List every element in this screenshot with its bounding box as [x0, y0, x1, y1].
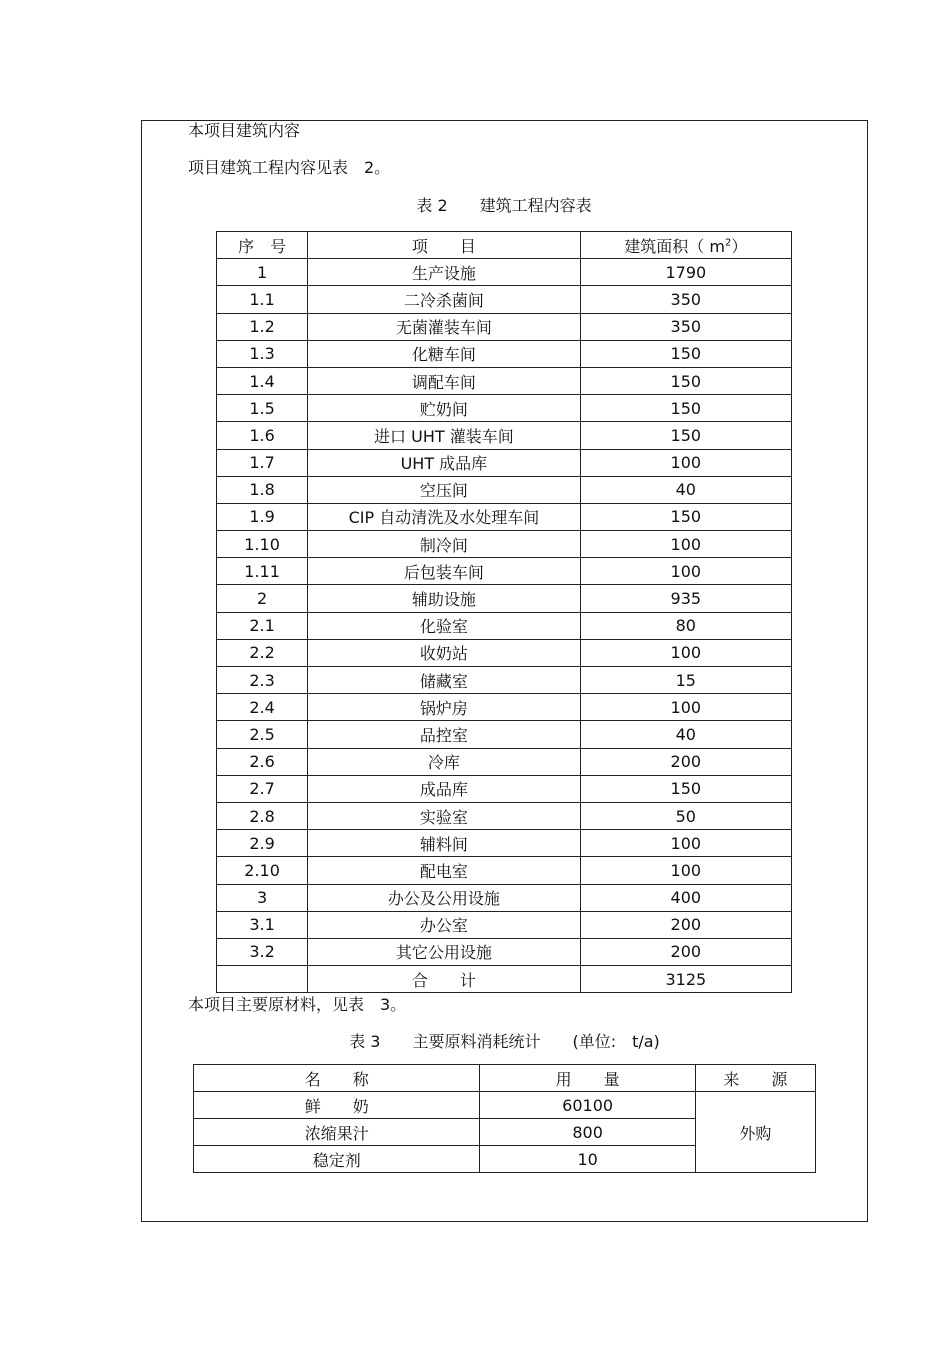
row-area: 200	[580, 911, 791, 938]
row-area: 50	[580, 802, 791, 829]
table-row	[217, 395, 792, 422]
row-index: 1.8	[217, 476, 308, 503]
table-row	[194, 1092, 816, 1119]
row-index: 1.4	[217, 367, 308, 394]
row-item: 办公室	[308, 911, 580, 938]
row-index: 1.11	[217, 558, 308, 585]
header-source: 来 源	[695, 1065, 815, 1092]
row-area: 100	[580, 639, 791, 666]
row-item: 收奶站	[308, 639, 580, 666]
row-area: 150	[580, 422, 791, 449]
row-item: 辅料间	[308, 830, 580, 857]
row-index: 1.1	[217, 286, 308, 313]
table-row	[217, 857, 792, 884]
row-area: 150	[580, 367, 791, 394]
row-area: 15	[580, 667, 791, 694]
row-area: 400	[580, 884, 791, 911]
row-index: 2.7	[217, 775, 308, 802]
table2-caption: 表 2 建筑工程内容表	[416, 196, 592, 215]
intro-line: 项目建筑工程内容见表 2。	[188, 158, 391, 177]
section-heading: 本项目建筑内容	[188, 121, 301, 140]
table-row	[217, 367, 792, 394]
row-area: 100	[580, 531, 791, 558]
row-index: 1.10	[217, 531, 308, 558]
table-row	[217, 802, 792, 829]
row-item: 进口 UHT 灌装车间	[308, 422, 580, 449]
row-index: 1.5	[217, 395, 308, 422]
row-index: 2.5	[217, 721, 308, 748]
row-amount: 10	[480, 1146, 695, 1173]
table-row	[217, 585, 792, 612]
row-item: 制冷间	[308, 531, 580, 558]
row-area: 150	[580, 340, 791, 367]
table-row	[217, 476, 792, 503]
row-item: 配电室	[308, 857, 580, 884]
header-name: 名 称	[194, 1065, 480, 1092]
row-index: 1.9	[217, 503, 308, 530]
header-amount: 用 量	[480, 1065, 695, 1092]
row-item: 无菌灌装车间	[308, 313, 580, 340]
row-area: 40	[580, 476, 791, 503]
row-amount: 800	[480, 1119, 695, 1146]
table-row	[217, 775, 792, 802]
table3-caption: 表 3 主要原料消耗统计 (单位: t/a)	[349, 1032, 660, 1051]
row-index	[217, 966, 308, 993]
row-index: 1.2	[217, 313, 308, 340]
row-source: 外购	[695, 1092, 815, 1173]
row-item: 二冷杀菌间	[308, 286, 580, 313]
raw-materials-table	[193, 1064, 816, 1173]
table-row	[217, 830, 792, 857]
row-item: 后包装车间	[308, 558, 580, 585]
row-item: 贮奶间	[308, 395, 580, 422]
row-area: 350	[580, 313, 791, 340]
table-row	[217, 259, 792, 286]
row-item: 空压间	[308, 476, 580, 503]
row-index: 3	[217, 884, 308, 911]
table-row	[217, 911, 792, 938]
header-index: 序 号	[217, 232, 308, 259]
row-index: 1.7	[217, 449, 308, 476]
row-area: 100	[580, 558, 791, 585]
table-row	[217, 340, 792, 367]
row-item: 锅炉房	[308, 694, 580, 721]
row-area: 150	[580, 503, 791, 530]
row-area: 80	[580, 612, 791, 639]
table-row	[217, 966, 792, 993]
row-item: 品控室	[308, 721, 580, 748]
row-area: 935	[580, 585, 791, 612]
row-item: 储藏室	[308, 667, 580, 694]
row-area: 3125	[580, 966, 791, 993]
building-content-table	[216, 231, 792, 993]
row-area: 350	[580, 286, 791, 313]
row-index: 1.6	[217, 422, 308, 449]
row-item: UHT 成品库	[308, 449, 580, 476]
table-row	[217, 884, 792, 911]
row-item: 调配车间	[308, 367, 580, 394]
table-row	[217, 503, 792, 530]
row-index: 3.2	[217, 938, 308, 965]
row-index: 3.1	[217, 911, 308, 938]
table-row	[217, 938, 792, 965]
row-area: 100	[580, 857, 791, 884]
row-index: 2.9	[217, 830, 308, 857]
row-index: 2.4	[217, 694, 308, 721]
row-area: 100	[580, 694, 791, 721]
row-item: 化糖车间	[308, 340, 580, 367]
row-item: 其它公用设施	[308, 938, 580, 965]
row-index: 2.6	[217, 748, 308, 775]
row-area: 40	[580, 721, 791, 748]
row-item: 辅助设施	[308, 585, 580, 612]
row-index: 2.3	[217, 667, 308, 694]
table-row	[217, 694, 792, 721]
row-area: 1790	[580, 259, 791, 286]
row-index: 2	[217, 585, 308, 612]
row-material-name: 鲜 奶	[194, 1092, 480, 1119]
table-row	[217, 558, 792, 585]
table-header-row	[194, 1065, 816, 1092]
row-index: 2.1	[217, 612, 308, 639]
row-index: 2.2	[217, 639, 308, 666]
row-material-name: 稳定剂	[194, 1146, 480, 1173]
table-row	[217, 639, 792, 666]
materials-line: 本项目主要原材料，见表 3。	[188, 995, 407, 1014]
table-row	[217, 531, 792, 558]
row-item: 成品库	[308, 775, 580, 802]
header-area-label: 建筑面积（ m	[624, 236, 725, 256]
table-row	[217, 667, 792, 694]
row-area: 200	[580, 748, 791, 775]
row-index: 1.3	[217, 340, 308, 367]
table-row	[217, 449, 792, 476]
row-item: 实验室	[308, 802, 580, 829]
header-item: 项 目	[308, 232, 580, 259]
row-index: 2.8	[217, 802, 308, 829]
row-item: CIP 自动清洗及水处理车间	[308, 503, 580, 530]
row-item: 生产设施	[308, 259, 580, 286]
row-area: 100	[580, 830, 791, 857]
header-area-superscript: 2	[724, 237, 732, 249]
table-row	[217, 422, 792, 449]
table-row	[217, 748, 792, 775]
row-index: 2.10	[217, 857, 308, 884]
row-amount: 60100	[480, 1092, 695, 1119]
table-row	[217, 313, 792, 340]
row-area: 100	[580, 449, 791, 476]
table-header-row	[217, 232, 792, 259]
row-item: 化验室	[308, 612, 580, 639]
header-area-close: ）	[731, 236, 748, 256]
row-item: 办公及公用设施	[308, 884, 580, 911]
row-item: 合 计	[308, 966, 580, 993]
row-item: 冷库	[308, 748, 580, 775]
row-material-name: 浓缩果汁	[194, 1119, 480, 1146]
table-row	[217, 286, 792, 313]
row-area: 150	[580, 775, 791, 802]
row-area: 150	[580, 395, 791, 422]
row-index: 1	[217, 259, 308, 286]
row-area: 200	[580, 938, 791, 965]
header-area	[580, 232, 791, 259]
table-row	[217, 721, 792, 748]
table-row	[217, 612, 792, 639]
